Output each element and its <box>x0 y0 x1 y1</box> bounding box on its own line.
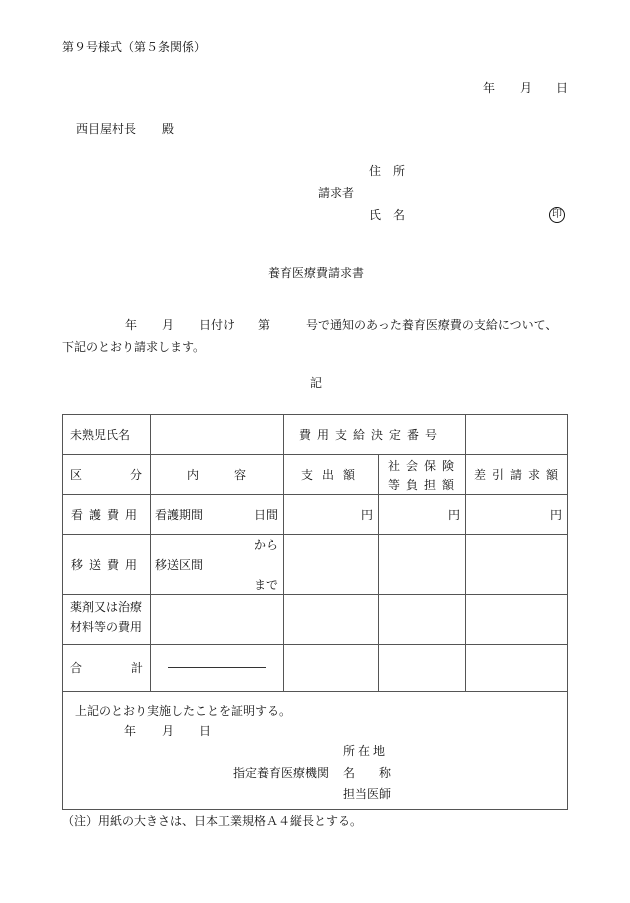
certification-text: 上記のとおり実施したことを証明する。 <box>75 704 292 718</box>
seal-icon: 印 <box>549 207 565 223</box>
document-title: 養育医療費請求書 <box>268 266 365 280</box>
body-text: 号で通知のあった養育医療費の支給について、 <box>306 318 558 332</box>
cert-name-label-2: 称 <box>379 766 392 780</box>
transport-to: まで <box>254 578 279 592</box>
header-category-2: 分 <box>130 468 143 482</box>
date-year: 年 <box>483 81 496 95</box>
header-category-1: 区 <box>70 468 83 482</box>
header-content-1: 内 <box>187 468 200 482</box>
row-total-label-2: 計 <box>131 661 144 675</box>
body-month: 月 <box>162 318 175 332</box>
row-total-label-1: 合 <box>70 661 83 675</box>
cert-name-label-1: 名 <box>343 766 356 780</box>
decision-number-label: 費用支給決定番号 <box>299 428 444 442</box>
transport-section-label: 移送区間 <box>155 558 204 572</box>
header-insurance-2: 等負担額 <box>388 478 461 492</box>
header-expense: 支出額 <box>301 468 365 482</box>
transport-from: から <box>254 538 279 552</box>
note: （注）用紙の大きさは、日本工業規格Ａ４縦長とする。 <box>62 814 363 828</box>
claimant-address-label: 住 所 <box>369 164 406 178</box>
cert-year: 年 <box>124 724 137 738</box>
ki-heading: 記 <box>310 376 323 390</box>
row-drugs-label-1: 薬剤又は治療 <box>70 600 143 614</box>
claimant-name-label: 氏 名 <box>369 208 406 222</box>
header-claim: 差引請求額 <box>474 468 565 482</box>
date-day: 日 <box>556 81 569 95</box>
addressee: 西目屋村長 <box>76 122 137 136</box>
header-content-2: 容 <box>234 468 247 482</box>
body-date-suffix: 日付け <box>199 318 236 332</box>
yen-unit: 円 <box>361 508 374 522</box>
body-number-prefix: 第 <box>258 318 271 332</box>
yen-unit: 円 <box>550 508 563 522</box>
claimant-label: 請求者 <box>318 186 355 200</box>
cert-day: 日 <box>199 724 212 738</box>
body-text-2: 下記のとおり請求します。 <box>62 340 206 354</box>
date-month: 月 <box>520 81 533 95</box>
nursing-days-unit: 日間 <box>254 508 279 522</box>
nursing-period-label: 看護期間 <box>155 508 204 522</box>
header-insurance-1: 社会保険 <box>388 459 461 473</box>
row-transport-label: 移送費用 <box>71 558 144 572</box>
row-nursing-label: 看護費用 <box>71 508 144 522</box>
cert-institution-label: 指定養育医療機関 <box>233 766 330 780</box>
yen-unit: 円 <box>448 508 461 522</box>
cert-month: 月 <box>162 724 175 738</box>
total-content-dash <box>168 667 266 668</box>
infant-name-label: 未熟児氏名 <box>70 428 131 442</box>
cert-location-label: 所在地 <box>343 744 389 758</box>
honorific: 殿 <box>162 122 175 136</box>
row-drugs-label-2: 材料等の費用 <box>70 620 143 634</box>
cert-doctor-label: 担当医師 <box>343 787 392 801</box>
body-year: 年 <box>125 318 138 332</box>
form-number: 第９号様式（第５条関係） <box>62 40 207 54</box>
